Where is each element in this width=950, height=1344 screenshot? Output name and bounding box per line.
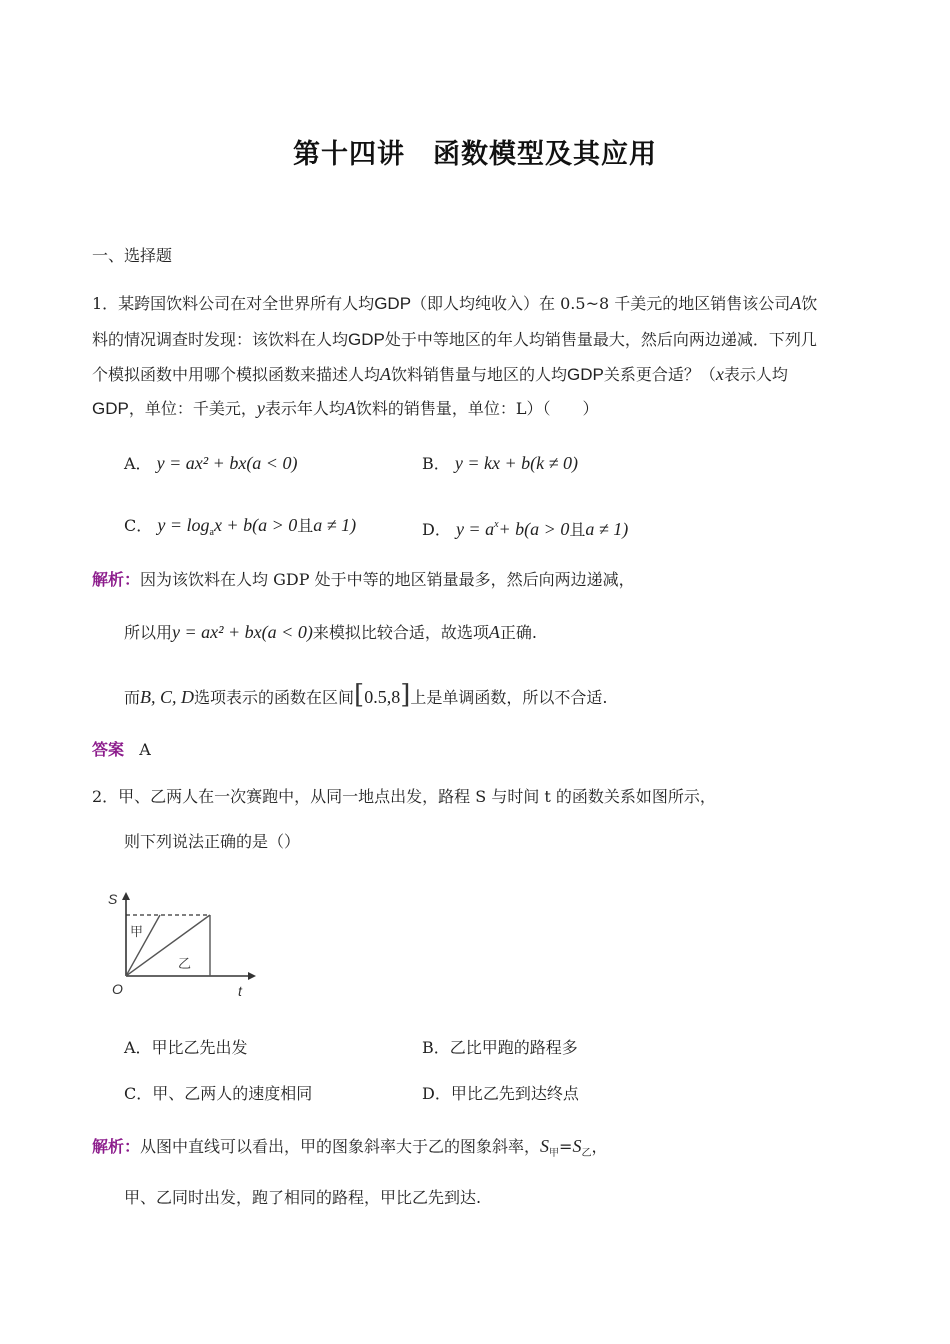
q1-option-c: C． $y = \log_ax + b(a > 0$且a ≠ 1): [124, 515, 357, 538]
analysis-label: 解析：: [92, 570, 141, 589]
q1-line-2: 料的情况调查时发现：该饮料在人均GDP处于中等地区的年人均销售量最大，然后向两边递减．下列几: [92, 330, 817, 349]
q2-option-d: D．甲比乙先到达终点: [422, 1084, 579, 1103]
q1-analysis-2: 所以用y = ax² + bx(a < 0)来模拟比较合适，故选项A正确.: [124, 622, 537, 642]
q1-analysis-3: 而B, C, D选项表示的函数在区间[0.5,8]上是单调函数，所以不合适.: [124, 680, 608, 710]
q2-analysis-2: 甲、乙同时出发，跑了相同的路程，甲比乙先到达.: [124, 1188, 482, 1207]
s-axis-label: S: [108, 891, 118, 907]
answer-label: 答案: [92, 740, 125, 759]
q2-analysis-1: 解析：从图中直线可以看出，甲的图象斜率大于乙的图象斜率，$S_甲=S_乙$，: [92, 1136, 608, 1159]
q1-line-4: GDP，单位：千美元，y表示年人均A饮料的销售量，单位：L）（ ）: [92, 398, 599, 418]
analysis-label: 解析：: [92, 1137, 141, 1156]
q2-line-1: 2．甲、乙两人在一次赛跑中，从同一地点出发，路程 S 与时间 t 的函数关系如图所示，: [92, 787, 716, 806]
q1-option-d: D． $y = a^x+ b(a > 0$且a ≠ 1): [422, 519, 629, 539]
answer-value: A: [139, 740, 151, 759]
distance-time-graph: [100, 888, 270, 1008]
jia-label: 甲: [130, 925, 144, 940]
q1-analysis-1: 解析：因为该饮料在人均 GDP 处于中等的地区销量最多，然后向两边递减，: [92, 570, 635, 589]
q2-line-2: 则下列说法正确的是（）: [124, 832, 301, 851]
q2-option-b: B．乙比甲跑的路程多: [422, 1038, 578, 1057]
distance-time-figure: [100, 888, 270, 1012]
q2-option-c: C．甲、乙两人的速度相同: [124, 1084, 313, 1103]
t-axis-arrow: [248, 972, 256, 980]
q2-option-a: A．甲比乙先出发: [124, 1038, 248, 1057]
page-title: 第十四讲 函数模型及其应用: [293, 139, 657, 170]
q1-option-b: B． y = kx + b(k ≠ 0): [422, 453, 578, 473]
section-heading: 一、选择题: [92, 246, 173, 265]
q1-option-a: A． y = ax² + bx(a < 0): [124, 453, 298, 473]
q1-line-1: 1．某跨国饮料公司在对全世界所有人均GDP（即人均纯收入）在 0.5~8 千美元的地区销售该公司A饮: [92, 293, 818, 313]
origin-label: O: [112, 981, 123, 997]
t-axis-label: t: [238, 983, 242, 999]
q1-answer: [92, 740, 151, 760]
s-axis-arrow: [122, 892, 130, 900]
q1-line-3: 个模拟函数中用哪个模拟函数来描述人均A饮料销售量与地区的人均GDP关系更合适？（x表示人均: [92, 364, 788, 384]
yi-label: 乙: [178, 957, 192, 972]
